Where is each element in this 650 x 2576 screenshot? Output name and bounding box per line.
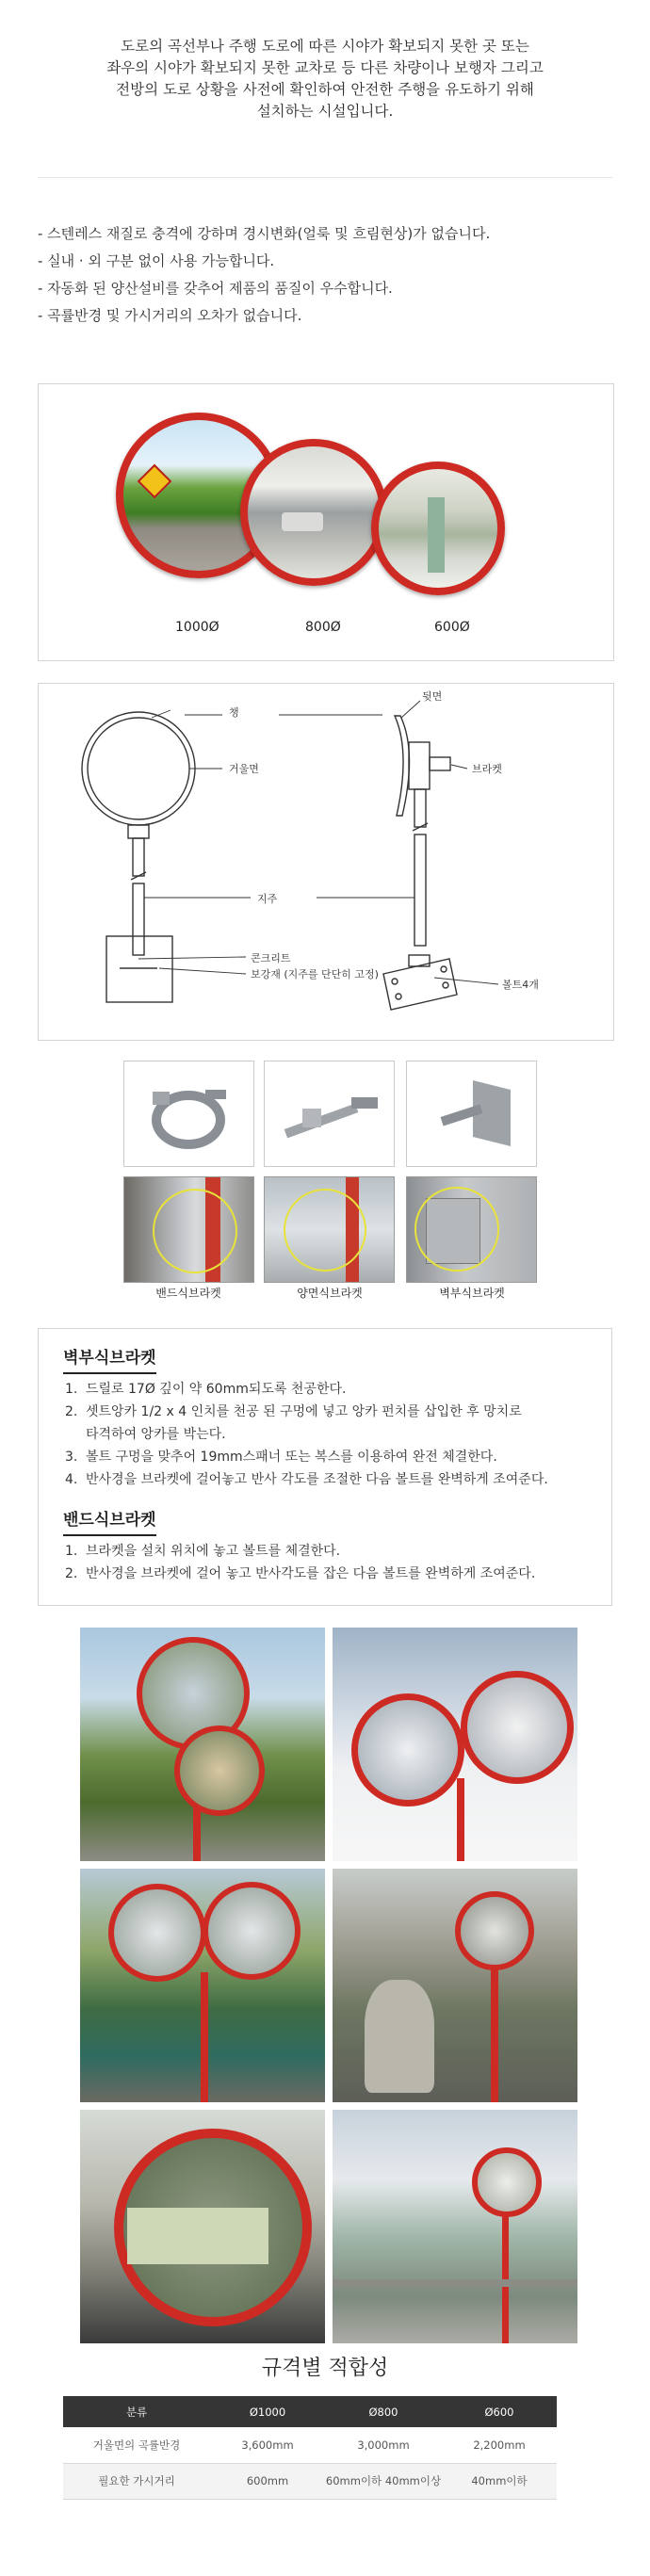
feature-item: - 실내 · 외 구분 없이 사용 가능합니다. xyxy=(38,252,275,269)
label-bracket: 브라켓 xyxy=(472,763,502,775)
install-photo xyxy=(80,1628,325,1861)
installation-panel xyxy=(38,1328,612,1606)
column-header: Ø1000 xyxy=(210,2396,325,2427)
step-item: 3. 볼트 구멍을 맞추어 19mm스패너 또는 복스를 이용하여 완전 체결한다. xyxy=(65,1450,497,1465)
mirror-800-photo xyxy=(240,439,387,586)
structure-diagram xyxy=(38,683,614,1041)
table-header-row xyxy=(63,2396,557,2427)
step-item: 2. 셋트앙카 1/2 x 4 인치를 천공 된 구멍에 넣고 앙카 펀치를 삽입한 후 망치로 xyxy=(65,1404,522,1419)
band-bracket-title: 밴드식브라켓 xyxy=(63,1506,156,1536)
feature-item: - 곡률반경 및 가시거리의 오차가 없습니다. xyxy=(38,307,302,324)
table-cell: 2,200mm xyxy=(442,2427,557,2463)
band-bracket-icon xyxy=(124,1061,254,1167)
double-bracket-image xyxy=(264,1061,395,1167)
size-label-1000: 1000Ø xyxy=(175,620,219,635)
intro-line: 전방의 도로 상황을 사전에 확인하여 안전한 주행을 유도하기 위해 xyxy=(116,81,534,98)
mirror-sizes-panel xyxy=(38,383,614,661)
band-bracket-photo xyxy=(123,1176,254,1283)
double-bracket-icon xyxy=(265,1061,395,1167)
band-bracket-caption: 밴드식브라켓 xyxy=(155,1287,221,1300)
column-header: Ø600 xyxy=(442,2396,557,2427)
table-cell: 3,600mm xyxy=(210,2427,325,2463)
spec-table xyxy=(63,2396,557,2500)
label-post: 지주 xyxy=(257,893,278,905)
feature-item: - 자동화 된 양산설비를 갖추어 제품의 품질이 우수합니다. xyxy=(38,280,393,297)
double-bracket-photo xyxy=(264,1176,395,1283)
table-cell: 거울면의 곡률반경 xyxy=(63,2427,210,2463)
label-mirror-face: 거울면 xyxy=(229,763,259,775)
wall-bracket-image xyxy=(406,1061,537,1167)
intro-text xyxy=(38,36,612,122)
table-cell: 3,000mm xyxy=(325,2427,442,2463)
step-item: 타격하여 앙카를 박는다. xyxy=(86,1427,226,1442)
wall-bracket-caption: 벽부식브라켓 xyxy=(439,1287,505,1300)
wall-bracket-photo xyxy=(406,1176,537,1283)
label-concrete: 콘크리트 xyxy=(251,952,291,964)
double-bracket-caption: 양면식브라켓 xyxy=(297,1287,363,1300)
feature-list xyxy=(38,220,622,330)
table-cell: 600mm xyxy=(210,2463,325,2499)
step-item: 2. 반사경을 브라켓에 걸어 놓고 반사각도를 잡은 다음 볼트를 완벽하게 조여준다. xyxy=(65,1566,536,1581)
intro-line: 좌우의 시야가 확보되지 못한 교차로 등 다른 차량이나 보행자 그리고 xyxy=(106,59,544,76)
wall-bracket-icon xyxy=(407,1061,537,1167)
install-photo xyxy=(333,2110,577,2343)
table-row xyxy=(63,2427,557,2463)
table-cell: 60mm이하 40mm이상 xyxy=(325,2463,442,2499)
wall-bracket-title: 벽부식브라켓 xyxy=(63,1344,156,1374)
size-label-600: 600Ø xyxy=(434,620,470,635)
install-photo xyxy=(333,1869,577,2102)
label-rim: 챙 xyxy=(229,706,239,719)
wall-bracket-steps xyxy=(65,1378,602,1491)
column-header: Ø800 xyxy=(325,2396,442,2427)
step-item: 1. 드릴로 17Ø 깊이 약 60mm되도록 천공한다. xyxy=(65,1382,347,1397)
intro-line: 설치하는 시설입니다. xyxy=(256,103,394,120)
label-bolts: 볼트4개 xyxy=(502,979,539,991)
table-row xyxy=(63,2463,557,2499)
step-item: 4. 반사경을 브라켓에 걸어놓고 반사 각도를 조절한 다음 볼트를 완벽하게 조여준다. xyxy=(65,1472,548,1487)
label-back: 뒷면 xyxy=(422,690,443,703)
spec-title: 규격별 적합성 xyxy=(261,2357,389,2380)
divider xyxy=(38,177,612,178)
size-label-800: 800Ø xyxy=(305,620,341,635)
step-item: 1. 브라켓을 설치 위치에 놓고 볼트를 체결한다. xyxy=(65,1544,341,1559)
install-photo xyxy=(80,2110,325,2343)
install-photo xyxy=(80,1869,325,2102)
intro-line: 도로의 곡선부나 주행 도로에 따른 시야가 확보되지 못한 곳 또는 xyxy=(121,38,529,55)
install-photo xyxy=(333,1628,577,1861)
band-bracket-steps xyxy=(65,1540,602,1585)
band-bracket-image xyxy=(123,1061,254,1167)
table-cell: 필요한 가시거리 xyxy=(63,2463,210,2499)
table-cell: 40mm이하 xyxy=(442,2463,557,2499)
label-reinforcement: 보강재 (지주를 단단히 고정) xyxy=(251,968,379,980)
mirror-600-photo xyxy=(371,462,505,595)
feature-item: - 스텐레스 재질로 충격에 강하며 경시변화(얼룩 및 흐림현상)가 없습니다. xyxy=(38,225,491,242)
column-header: 분류 xyxy=(63,2396,210,2427)
